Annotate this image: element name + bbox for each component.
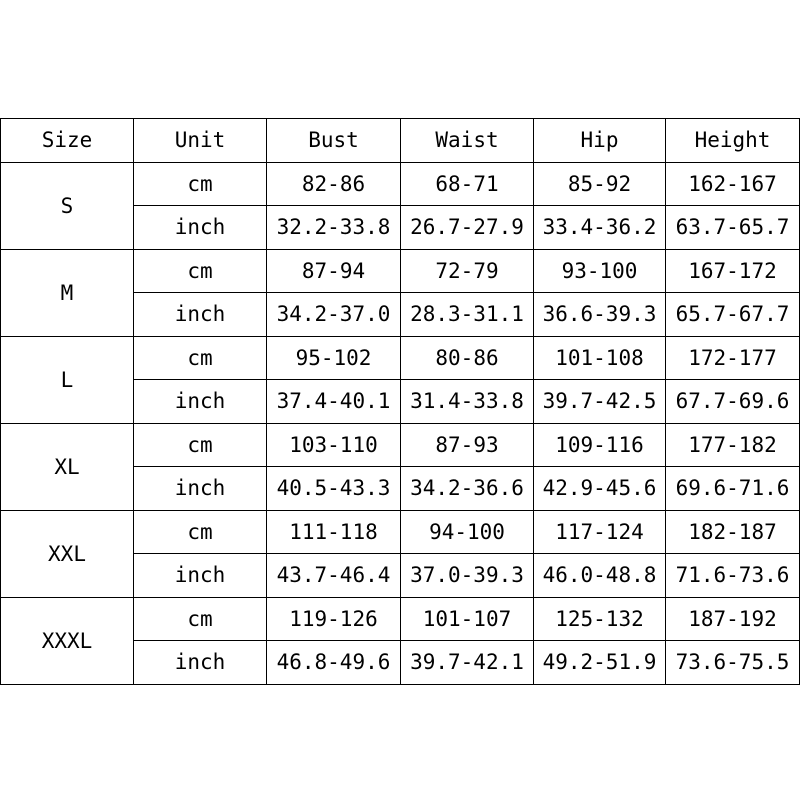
height-cell: 167-172	[666, 249, 800, 293]
waist-cell: 26.7-27.9	[401, 206, 534, 250]
header-unit: Unit	[134, 119, 267, 163]
bust-cell: 82-86	[267, 162, 401, 206]
waist-cell: 34.2-36.6	[401, 467, 534, 511]
hip-cell: 49.2-51.9	[534, 641, 666, 685]
hip-cell: 85-92	[534, 162, 666, 206]
bust-cell: 40.5-43.3	[267, 467, 401, 511]
header-bust: Bust	[267, 119, 401, 163]
size-label: L	[1, 336, 134, 423]
height-cell: 71.6-73.6	[666, 554, 800, 598]
hip-cell: 117-124	[534, 510, 666, 554]
size-chart-table	[0, 118, 800, 685]
height-cell: 187-192	[666, 597, 800, 641]
height-cell: 177-182	[666, 423, 800, 467]
bust-cell: 95-102	[267, 336, 401, 380]
hip-cell: 46.0-48.8	[534, 554, 666, 598]
height-cell: 172-177	[666, 336, 800, 380]
hip-cell: 42.9-45.6	[534, 467, 666, 511]
hip-cell: 109-116	[534, 423, 666, 467]
unit-cell: inch	[134, 293, 267, 337]
bust-cell: 46.8-49.6	[267, 641, 401, 685]
unit-cell: inch	[134, 206, 267, 250]
unit-cell: inch	[134, 554, 267, 598]
hip-cell: 101-108	[534, 336, 666, 380]
table-row	[1, 249, 800, 293]
table-row	[1, 336, 800, 380]
unit-cell: inch	[134, 467, 267, 511]
height-cell: 69.6-71.6	[666, 467, 800, 511]
unit-cell: inch	[134, 641, 267, 685]
waist-cell: 37.0-39.3	[401, 554, 534, 598]
unit-cell: cm	[134, 162, 267, 206]
size-label: S	[1, 162, 134, 249]
unit-cell: inch	[134, 380, 267, 424]
waist-cell: 39.7-42.1	[401, 641, 534, 685]
unit-cell: cm	[134, 423, 267, 467]
unit-cell: cm	[134, 510, 267, 554]
size-label: XXL	[1, 510, 134, 597]
header-height: Height	[666, 119, 800, 163]
header-hip: Hip	[534, 119, 666, 163]
bust-cell: 87-94	[267, 249, 401, 293]
waist-cell: 87-93	[401, 423, 534, 467]
waist-cell: 94-100	[401, 510, 534, 554]
height-cell: 162-167	[666, 162, 800, 206]
bust-cell: 32.2-33.8	[267, 206, 401, 250]
waist-cell: 80-86	[401, 336, 534, 380]
height-cell: 182-187	[666, 510, 800, 554]
header-row	[1, 119, 800, 163]
header-waist: Waist	[401, 119, 534, 163]
hip-cell: 93-100	[534, 249, 666, 293]
table-row	[1, 597, 800, 641]
waist-cell: 68-71	[401, 162, 534, 206]
table-row	[1, 423, 800, 467]
height-cell: 63.7-65.7	[666, 206, 800, 250]
waist-cell: 28.3-31.1	[401, 293, 534, 337]
size-label: M	[1, 249, 134, 336]
waist-cell: 101-107	[401, 597, 534, 641]
bust-cell: 111-118	[267, 510, 401, 554]
unit-cell: cm	[134, 336, 267, 380]
waist-cell: 31.4-33.8	[401, 380, 534, 424]
height-cell: 65.7-67.7	[666, 293, 800, 337]
table-row	[1, 510, 800, 554]
unit-cell: cm	[134, 597, 267, 641]
bust-cell: 34.2-37.0	[267, 293, 401, 337]
hip-cell: 125-132	[534, 597, 666, 641]
header-size: Size	[1, 119, 134, 163]
size-label: XL	[1, 423, 134, 510]
bust-cell: 37.4-40.1	[267, 380, 401, 424]
waist-cell: 72-79	[401, 249, 534, 293]
table-row	[1, 162, 800, 206]
hip-cell: 33.4-36.2	[534, 206, 666, 250]
hip-cell: 36.6-39.3	[534, 293, 666, 337]
bust-cell: 103-110	[267, 423, 401, 467]
unit-cell: cm	[134, 249, 267, 293]
size-label: XXXL	[1, 597, 134, 684]
height-cell: 67.7-69.6	[666, 380, 800, 424]
bust-cell: 119-126	[267, 597, 401, 641]
bust-cell: 43.7-46.4	[267, 554, 401, 598]
hip-cell: 39.7-42.5	[534, 380, 666, 424]
height-cell: 73.6-75.5	[666, 641, 800, 685]
